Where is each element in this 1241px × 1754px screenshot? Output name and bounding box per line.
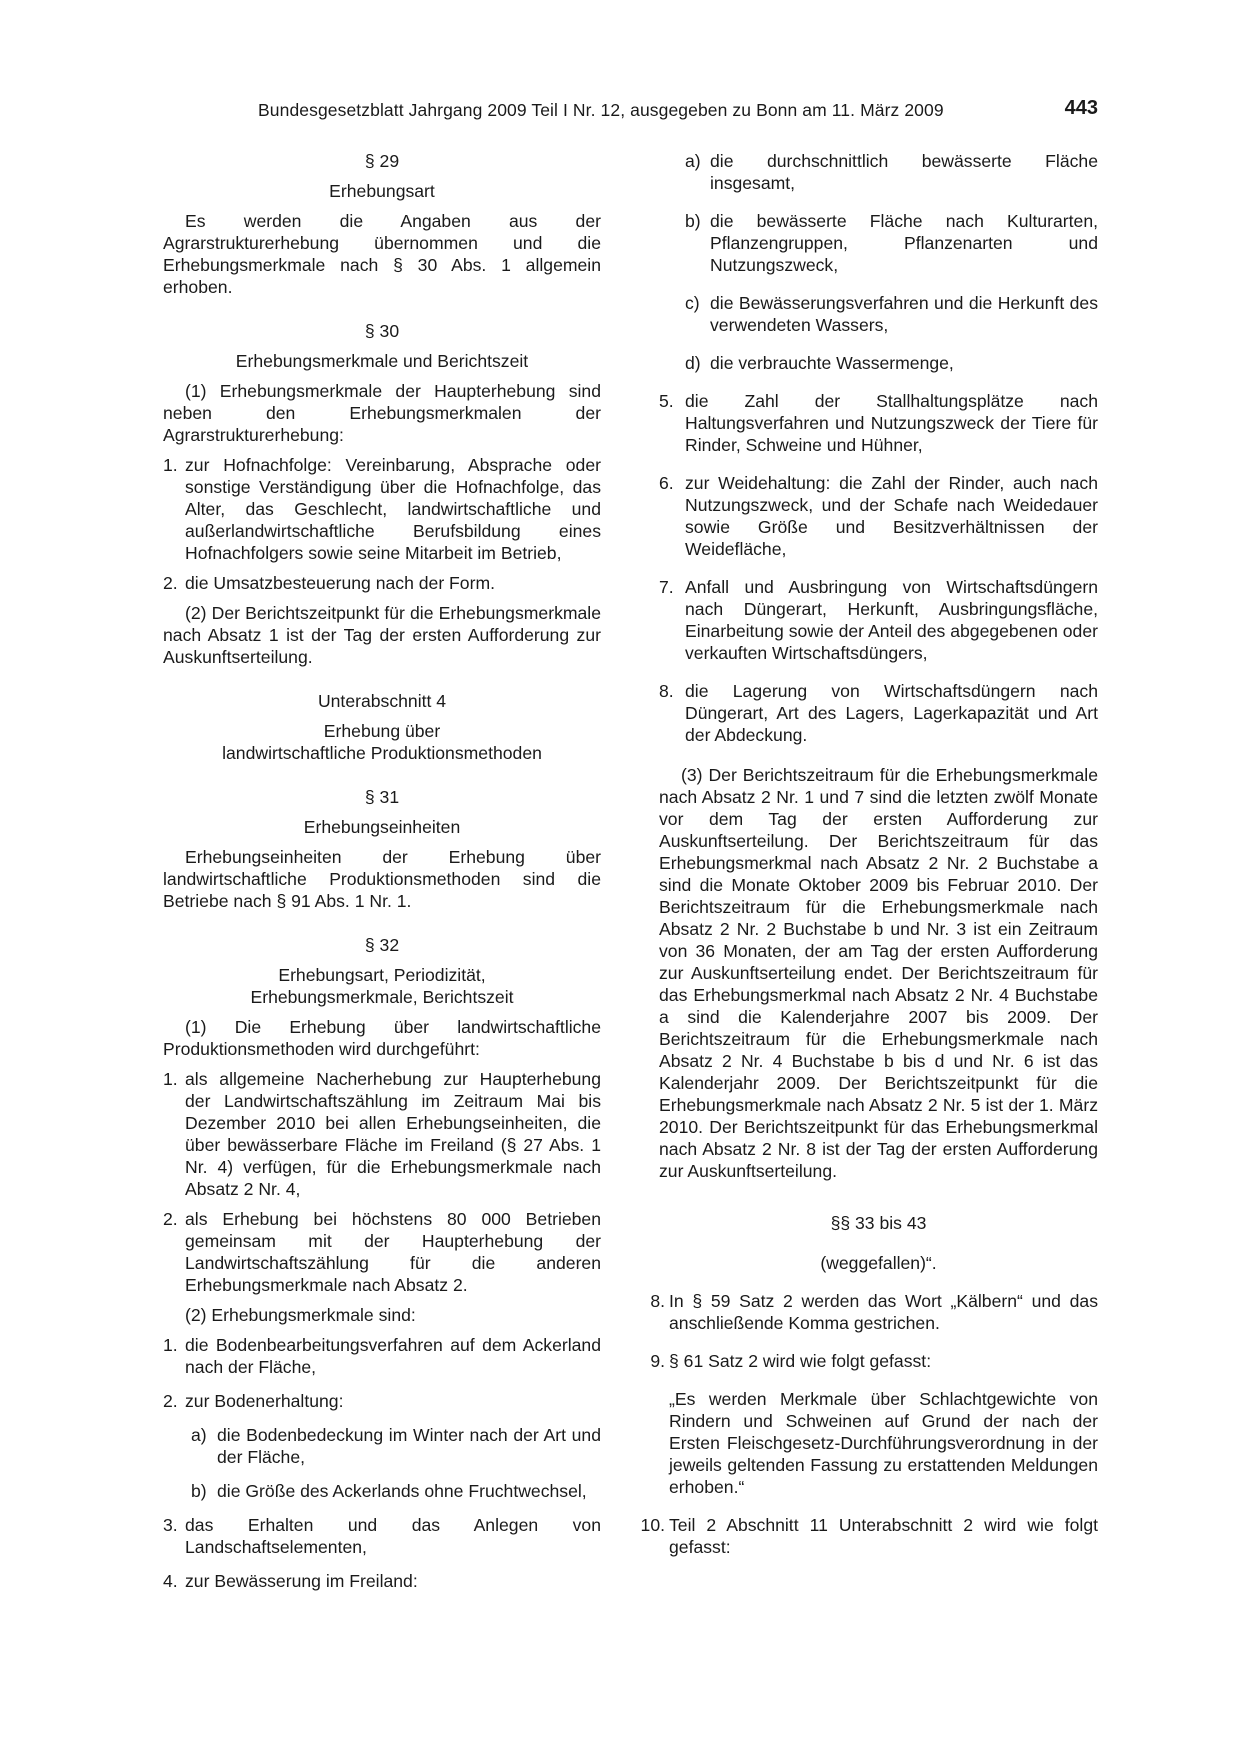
sub-list-item: a) die Bodenbedeckung im Winter nach der Art und der Fläche, <box>191 1425 601 1467</box>
list-item: 4. zur Bewässerung im Freiland: <box>163 1571 418 1591</box>
section-30-para-2: (2) Der Berichtszeitpunkt für die Erhebungsmerkmale nach Absatz 1 ist der Tag der ersten Aufforderung zur Auskunftserteilung. <box>163 603 601 667</box>
page-header <box>0 97 1241 126</box>
list-item: 6. zur Weidehaltung: die Zahl der Rinder, auch nach Nutzungszweck, und der Schafe nach Weidedauer sowie Größe und Besitzverhältnissen der Weidefläche, <box>659 473 1098 559</box>
section-30-number: § 30 <box>364 321 400 341</box>
section-32-para-1: (1) Die Erhebung über landwirtschaftliche Produktionsmethoden wird durchgeführt: <box>163 1017 601 1059</box>
section-31-title: Erhebungseinheiten <box>303 817 461 837</box>
list-item: 3. das Erhalten und das Anlegen von Landschaftselementen, <box>163 1515 601 1557</box>
sub-list-item: d) die verbrauchte Wassermenge, <box>685 353 954 373</box>
amendment-quote: „Es werden Merkmale über Schlachtgewichte von Rindern und Schweinen auf Grund der nach der Ersten Fleischgesetz-Durchführungsverordnung in der jeweils geltenden Fassung zu erstattenden Meldungen erhoben.“ <box>669 1389 1098 1497</box>
section-29-text: Es werden die Angaben aus der Agrarstrukturerhebung übernommen und die Erhebungsmerkmale nach § 30 Abs. 1 allgemein erhoben. <box>163 211 601 297</box>
amendment-item: 9. § 61 Satz 2 wird wie folgt gefasst: <box>650 1351 932 1371</box>
running-header: Bundesgesetzblatt Jahrgang 2009 Teil I Nr. 12, ausgegeben zu Bonn am 11. März 2009 <box>258 100 944 120</box>
page-number: 443 <box>1064 97 1098 119</box>
section-30-title: Erhebungsmerkmale und Berichtszeit <box>235 351 529 371</box>
list-item: 2. als Erhebung bei höchstens 80 000 Betrieben gemeinsam mit der Haupterhebung der Landwirtschaftszählung für die anderen Erhebungsmerkmale nach Absatz 2. <box>163 1209 601 1295</box>
list-item: 1. als allgemeine Nacherhebung zur Haupterhebung der Landwirtschaftszählung im Zeitraum Mai bis Dezember 2010 bei allen Erhebungseinheiten, die über bewässerbare Fläche im Freiland (§ 27 Abs. 1 Nr. 4) verfügen, für die Erhebungsmerkmale nach Absatz 2 Nr. 4, <box>163 1069 601 1199</box>
list-item: 5. die Zahl der Stallhaltungsplätze nach Haltungsverfahren und Nutzungszweck der Tiere für Rinder, Schweine und Hühner, <box>659 391 1098 455</box>
right-column <box>631 150 1098 1558</box>
sub-list-item: a) die durchschnittlich bewässerte Fläche insgesamt, <box>685 151 1098 193</box>
section-33-43-number: §§ 33 bis 43 <box>830 1213 927 1233</box>
subsection-4-label: Unterabschnitt 4 <box>317 691 447 711</box>
subsection-4-title-1: Erhebung über <box>323 721 441 741</box>
list-item: 2. die Umsatzbesteuerung nach der Form. <box>163 573 495 593</box>
list-item: 1. zur Hofnachfolge: Vereinbarung, Absprache oder sonstige Verständigung über die Hofnachfolge, das Alter, das Geschlecht, landwirtschaftliche und außerlandwirtschaftliche Berufsbildung eines Hofnachfolgers sowie seine Mitarbeit im Betrieb, <box>163 455 601 563</box>
section-29-title: Erhebungsart <box>329 181 435 201</box>
list-item: 1. die Bodenbearbeitungsverfahren auf dem Ackerland nach der Fläche, <box>163 1335 601 1377</box>
section-30-para-1: (1) Erhebungsmerkmale der Haupterhebung sind neben den Erhebungsmerkmalen der Agrarstrukturerhebung: <box>163 381 601 445</box>
sub-list-item: b) die bewässerte Fläche nach Kulturarten, Pflanzengruppen, Pflanzenarten und Nutzungszweck, <box>685 211 1098 275</box>
sub-list-item: c) die Bewässerungsverfahren und die Herkunft des verwendeten Wassers, <box>685 293 1098 335</box>
section-31-text: Erhebungseinheiten der Erhebung über landwirtschaftliche Produktionsmethoden sind die Betriebe nach § 91 Abs. 1 Nr. 1. <box>163 847 601 911</box>
left-column <box>163 150 601 1592</box>
list-item: 8. die Lagerung von Wirtschaftsdüngern nach Düngerart, Art des Lagers, Lagerkapazität und Art der Abdeckung. <box>659 681 1098 745</box>
section-32-title-1: Erhebungsart, Periodizität, <box>278 965 486 985</box>
section-32-para-3: (3) Der Berichtszeitraum für die Erhebungsmerkmale nach Absatz 2 Nr. 1 und 7 sind die letzten zwölf Monate vor dem Tag der ersten Aufforderung zur Auskunftserteilung. Der Berichtszeitraum für das Erhebungsmerkmal nach Absatz 2 Nr. 2 Buchstabe a sind die Monate Oktober 2009 bis Februar 2010. Der Berichtszeitraum für die Erhebungsmerkmale nach Absatz 2 Nr. 2 Buchstabe b und Nr. 3 ist ein Zeitraum von 36 Monaten, der am Tag der ersten Aufforderung zur Auskunftserteilung endet. Der Berichtszeitraum für das Erhebungsmerkmal nach Absatz 2 Nr. 4 Buchstabe a sind die Kalenderjahre 2007 bis 2009. Der Berichtszeitraum für die Erhebungsmerkmale nach Absatz 2 Nr. 4 Buchstabe b bis d und Nr. 6 ist das Kalenderjahr 2009. Der Berichtszeitpunkt für die Erhebungsmerkmale nach Absatz 2 Nr. 5 ist der 1. März 2010. Der Berichtszeitpunkt für das Erhebungsmerkmal nach Absatz 2 Nr. 8 ist der Tag der ersten Aufforderung zur Auskunftserteilung. <box>659 765 1098 1181</box>
section-32-number: § 32 <box>364 935 400 955</box>
section-29-number: § 29 <box>364 151 400 171</box>
amendment-item: 10. Teil 2 Abschnitt 11 Unterabschnitt 2 wird wie folgt gefasst: <box>640 1515 1098 1557</box>
amendment-item: 8. In § 59 Satz 2 werden das Wort „Kälbern“ und das anschließende Komma gestrichen. <box>650 1291 1098 1333</box>
sub-list-item: b) die Größe des Ackerlands ohne Fruchtwechsel, <box>191 1481 587 1501</box>
list-item: 7. Anfall und Ausbringung von Wirtschaftsdüngern nach Düngerart, Herkunft, Ausbringungsfläche, Einarbeitung sowie der Anteil des abgegebenen oder verkauften Wirtschaftsdüngers, <box>659 577 1098 663</box>
section-32-title-2: Erhebungsmerkmale, Berichtszeit <box>250 987 514 1007</box>
section-33-43-status: (weggefallen)“. <box>820 1253 937 1273</box>
section-31-number: § 31 <box>364 787 400 807</box>
section-32-para-2: (2) Erhebungsmerkmale sind: <box>185 1305 416 1325</box>
list-item: 2. zur Bodenerhaltung: <box>163 1391 344 1411</box>
subsection-4-title-2: landwirtschaftliche Produktionsmethoden <box>222 743 542 763</box>
